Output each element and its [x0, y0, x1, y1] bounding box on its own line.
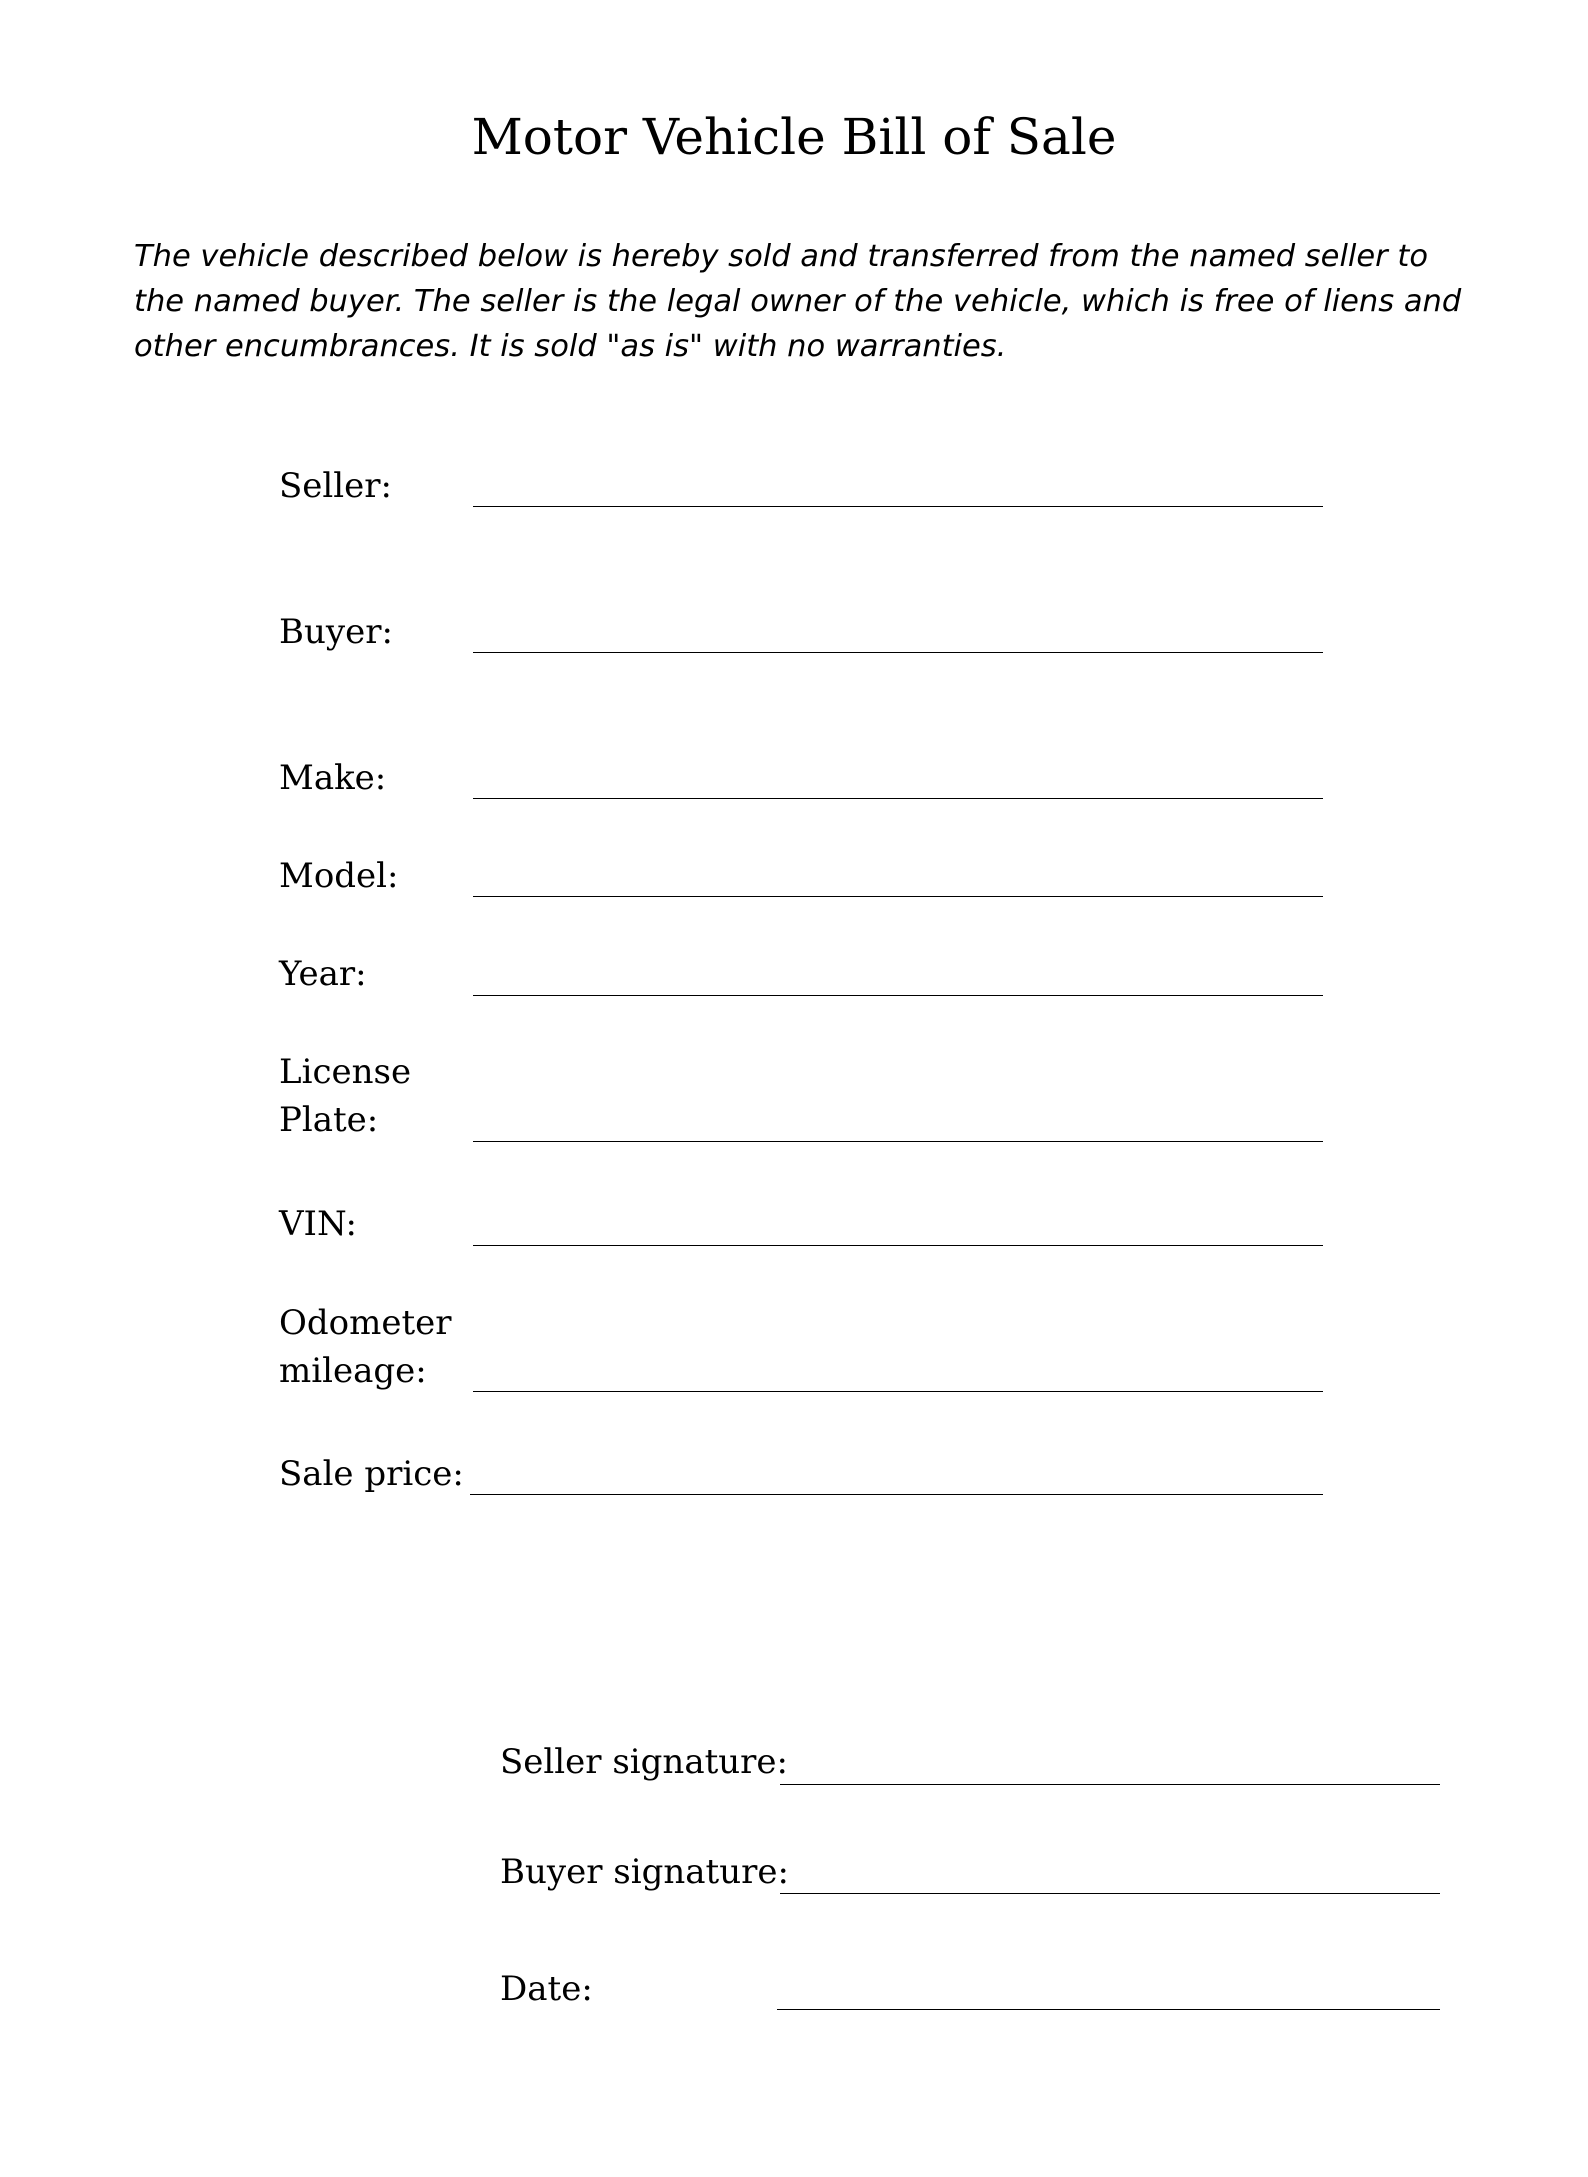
model-label: Model:	[279, 856, 399, 896]
make-field[interactable]	[473, 798, 1323, 799]
buyer-field[interactable]	[473, 652, 1323, 653]
make-label: Make:	[279, 758, 387, 798]
vin-label: VIN:	[279, 1204, 357, 1244]
sale-price-label: Sale price:	[279, 1454, 464, 1494]
year-field[interactable]	[473, 995, 1323, 996]
buyer-signature-field[interactable]	[780, 1893, 1440, 1894]
date-field[interactable]	[777, 2009, 1440, 2010]
vin-field[interactable]	[473, 1245, 1323, 1246]
seller-field[interactable]	[473, 506, 1323, 507]
buyer-signature-label: Buyer signature:	[500, 1852, 789, 1892]
page-title: Motor Vehicle Bill of Sale	[471, 108, 1117, 166]
odometer-field[interactable]	[473, 1391, 1323, 1392]
license-plate-field[interactable]	[473, 1141, 1323, 1142]
license-plate-label: License Plate:	[279, 1052, 412, 1140]
seller-signature-label: Seller signature:	[500, 1742, 788, 1782]
date-label: Date:	[500, 1969, 593, 2009]
seller-label: Seller:	[279, 466, 392, 506]
year-label: Year:	[279, 954, 367, 994]
odometer-label: Odometer mileage:	[279, 1303, 452, 1391]
sale-price-field[interactable]	[470, 1494, 1323, 1495]
intro-paragraph: The vehicle described below is hereby sold and transferred from the named seller to the named buyer. The seller is the legal owner of the vehicle, which is free of liens and other encumbrances. It is sold "as is" with no warranties.	[134, 239, 1462, 364]
buyer-label: Buyer:	[279, 612, 393, 652]
seller-signature-field[interactable]	[780, 1784, 1440, 1785]
model-field[interactable]	[473, 896, 1323, 897]
